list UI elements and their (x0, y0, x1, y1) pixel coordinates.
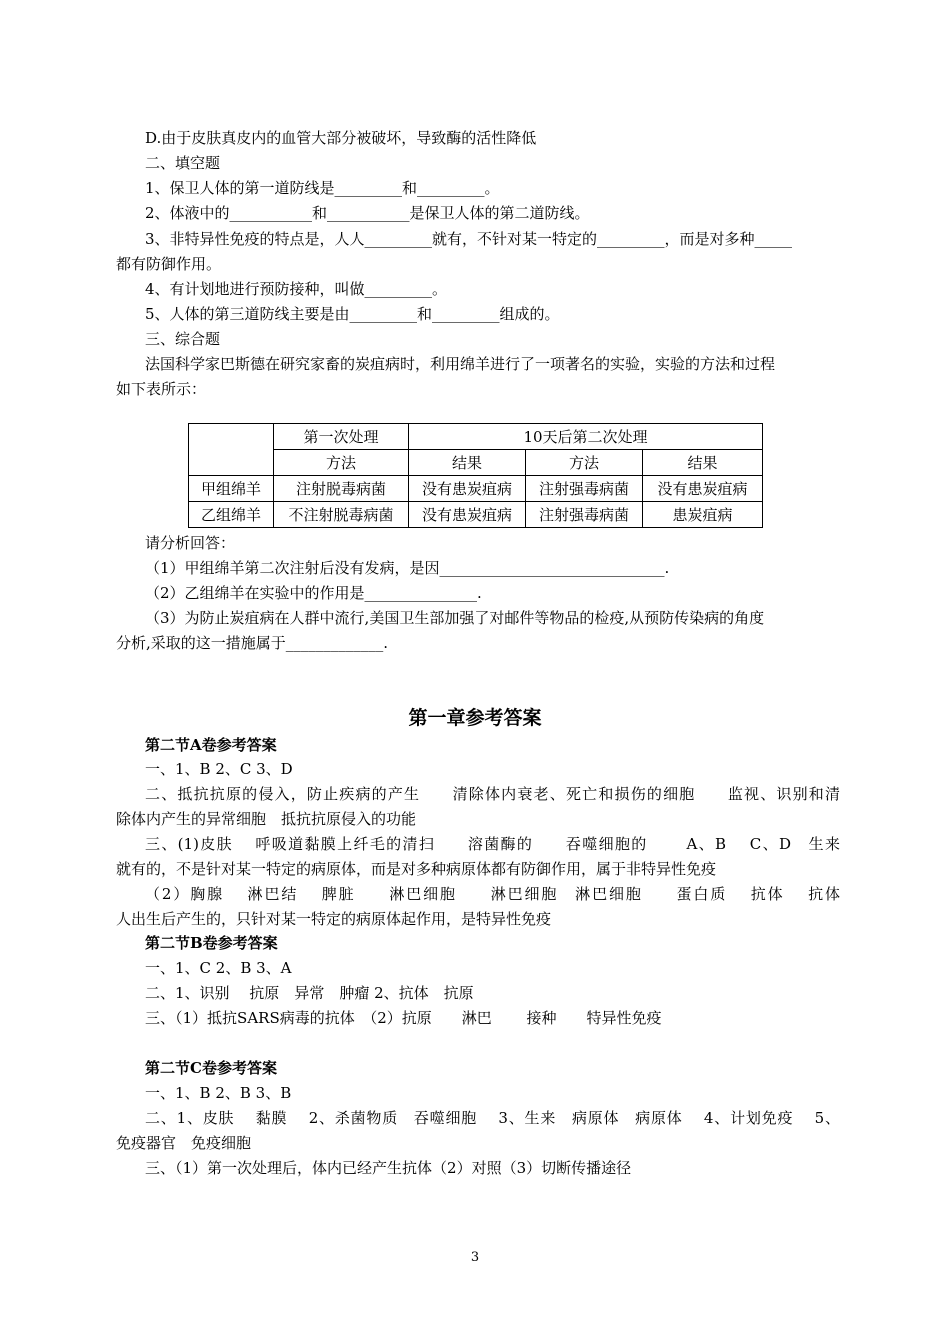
analysis-q3-line2: 分析,采取的这一措施属于_____________. (116, 634, 389, 652)
fill-blank-q5: 5、人体的第三道防线主要是由_________和_________组成的。 (145, 305, 560, 323)
table-row (189, 476, 763, 502)
analysis-prompt: 请分析回答： (145, 534, 236, 552)
answer-line: （2）胸腺 淋巴结 脾脏 淋巴细胞 淋巴细胞 淋巴细胞 蛋白质 抗体 抗体 (145, 885, 840, 903)
answer-line: 一、1、B 2、B 3、B (145, 1084, 292, 1102)
second-result-cell: 患炭疽病 (643, 502, 763, 528)
option-d-line: D.由于皮肤真皮内的血管大部分被破坏，导致酶的活性降低 (145, 129, 537, 147)
section-fill-blank-heading: 二、填空题 (145, 154, 221, 172)
table-row (189, 502, 763, 528)
fill-blank-q2: 2、体液中的___________和___________是保卫人体的第二道防线。 (145, 204, 590, 222)
answer-line: 二、1、识别 抗原 异常 肿瘤 2、抗体 抗原 (145, 984, 474, 1002)
table-corner-cell (189, 424, 274, 476)
intro-line1: 法国科学家巴斯德在研究家畜的炭疽病时，利用绵羊进行了一项著名的实验，实验的方法和过程 (145, 355, 776, 373)
answer-line: 三、（1）第一次处理后，体内已经产生抗体（2）对照（3）切断传播途径 (145, 1159, 632, 1177)
subheader-method: 方法 (526, 450, 643, 476)
first-method-cell: 注射脱毒病菌 (274, 476, 409, 502)
subheader-result: 结果 (643, 450, 763, 476)
answer-line: 就有的，不是针对某一特定的病原体，而是对多种病原体都有防御作用，属于非特异性免疫 (116, 860, 717, 878)
analysis-q1: （1）甲组绵羊第二次注射后没有发病，是因______________________________. (145, 559, 670, 577)
fill-blank-q4: 4、有计划地进行预防接种，叫做_________。 (145, 280, 448, 298)
page-number: 3 (470, 1250, 480, 1265)
first-result-cell: 没有患炭疽病 (409, 502, 526, 528)
fill-blank-q3-line1: 3、非特异性免疫的特点是，人人_________就有，不针对某一特定的_________，而是对多种_____ (145, 230, 793, 248)
answer-line: 一、1、C 2、B 3、A (145, 959, 292, 977)
answer-line: 三、(1)皮肤 呼吸道黏膜上纤毛的清扫 溶菌酶的 吞噬细胞的 A、B C、D 生来 (145, 835, 840, 853)
second-method-cell: 注射强毒病菌 (526, 502, 643, 528)
subheader-result: 结果 (409, 450, 526, 476)
header-second-treatment: 10天后第二次处理 (409, 424, 763, 450)
answers-title: 第一章参考答案 (408, 707, 542, 729)
answer-line: 二、抵抗抗原的侵入，防止疾病的产生 清除体内衰老、死亡和损伤的细胞 监视、识别和清 (145, 785, 840, 803)
answer-line: 三、（1）抵抗SARS病毒的抗体 （2）抗原 淋巴 接种 特异性免疫 (145, 1009, 662, 1027)
answer-line: 免疫器官 免疫细胞 (116, 1134, 252, 1152)
section-a-heading: 第二节A卷参考答案 (145, 736, 277, 754)
experiment-table (188, 423, 763, 528)
group-label: 乙组绵羊 (189, 502, 274, 528)
section-comprehensive-heading: 三、综合题 (145, 330, 221, 348)
second-result-cell: 没有患炭疽病 (643, 476, 763, 502)
second-method-cell: 注射强毒病菌 (526, 476, 643, 502)
first-result-cell: 没有患炭疽病 (409, 476, 526, 502)
answer-line: 一、1、B 2、C 3、D (145, 760, 293, 778)
fill-blank-q1: 1、保卫人体的第一道防线是_________和_________。 (145, 179, 500, 197)
intro-line2: 如下表所示： (116, 380, 207, 398)
analysis-q3-line1: （3）为防止炭疽病在人群中流行,美国卫生部加强了对邮件等物品的检疫,从预防传染病的角度 (145, 609, 765, 627)
subheader-method: 方法 (274, 450, 409, 476)
answer-line: 二、1、皮肤 黏膜 2、杀菌物质 吞噬细胞 3、生来 病原体 病原体 4、计划免疫 5、 (145, 1109, 840, 1127)
header-first-treatment: 第一次处理 (274, 424, 409, 450)
group-label: 甲组绵羊 (189, 476, 274, 502)
answer-line: 人出生后产生的，只针对某一特定的病原体起作用，是特异性免疫 (116, 910, 552, 928)
fill-blank-q3-line2: 都有防御作用。 (116, 255, 222, 273)
analysis-q2: （2）乙组绵羊在实验中的作用是_______________. (145, 584, 482, 602)
answer-line: 除体内产生的异常细胞 抵抗抗原侵入的功能 (116, 810, 417, 828)
first-method-cell: 不注射脱毒病菌 (274, 502, 409, 528)
section-b-heading: 第二节B卷参考答案 (145, 934, 278, 952)
section-c-heading: 第二节C卷参考答案 (145, 1059, 277, 1077)
